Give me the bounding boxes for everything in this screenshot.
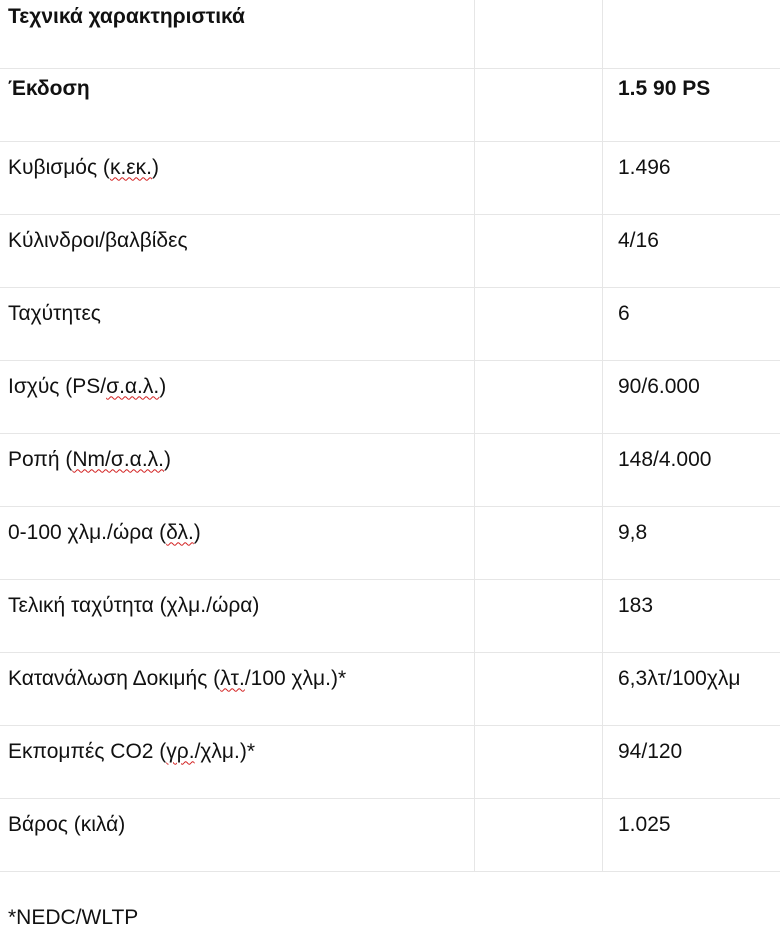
- empty-cell: [475, 360, 603, 433]
- empty-cell: [603, 0, 780, 68]
- table-row: [0, 652, 780, 725]
- spec-label: 0-100 χλμ./ώρα (δλ.): [0, 506, 475, 579]
- spec-value: 90/6.000: [603, 360, 780, 433]
- table-row: [0, 725, 780, 798]
- spec-value: 183: [603, 579, 780, 652]
- empty-cell: [475, 725, 603, 798]
- spec-value: 148/4.000: [603, 433, 780, 506]
- empty-cell: [475, 0, 603, 68]
- spec-value: 9,8: [603, 506, 780, 579]
- spec-label: Ταχύτητες: [0, 287, 475, 360]
- spellcheck-mark: δλ.: [166, 520, 194, 544]
- empty-cell: [475, 68, 603, 141]
- empty-cell: [475, 433, 603, 506]
- spellcheck-mark: λτ.: [220, 666, 245, 690]
- empty-cell: [475, 506, 603, 579]
- spec-label: Κυβισμός (κ.εκ.): [0, 141, 475, 214]
- table-row: [0, 579, 780, 652]
- spec-label: Εκπομπές CO2 (γρ./χλμ.)*: [0, 725, 475, 798]
- spec-value: 1.025: [603, 798, 780, 871]
- empty-cell: [475, 141, 603, 214]
- spellcheck-mark: κ.εκ.: [109, 155, 152, 179]
- spec-label: Κατανάλωση Δοκιμής (λτ./100 χλμ.)*: [0, 652, 475, 725]
- empty-cell: [475, 652, 603, 725]
- table-title-row: [0, 0, 780, 68]
- spec-label: Ισχύς (PS/σ.α.λ.): [0, 360, 475, 433]
- empty-cell: [475, 579, 603, 652]
- table-row: [0, 287, 780, 360]
- table-row: [0, 141, 780, 214]
- spec-value: 4/16: [603, 214, 780, 287]
- spec-label: Κύλινδροι/βαλβίδες: [0, 214, 475, 287]
- empty-cell: [475, 214, 603, 287]
- spellcheck-mark: σ.α.λ.: [106, 374, 160, 398]
- table-row: [0, 214, 780, 287]
- table-row: [0, 506, 780, 579]
- table-title: Τεχνικά χαρακτηριστικά: [0, 0, 475, 68]
- spec-value: 6,3λτ/100χλμ: [603, 652, 780, 725]
- spellcheck-mark: Nm/σ.α.λ.: [72, 447, 164, 471]
- spec-value: 94/120: [603, 725, 780, 798]
- spec-label: Τελική ταχύτητα (χλμ./ώρα): [0, 579, 475, 652]
- spec-value: 1.496: [603, 141, 780, 214]
- version-label: Έκδοση: [0, 68, 475, 141]
- spec-label: Βάρος (κιλά): [0, 798, 475, 871]
- spellcheck-mark: γρ.: [166, 739, 195, 763]
- table-row: [0, 360, 780, 433]
- spec-label: Ροπή (Nm/σ.α.λ.): [0, 433, 475, 506]
- table-row: [0, 798, 780, 871]
- table-row: [0, 433, 780, 506]
- version-value: 1.5 90 PS: [603, 68, 780, 141]
- footnote: *NEDC/WLTP: [8, 906, 139, 929]
- version-header-row: [0, 68, 780, 141]
- spec-value: 6: [603, 287, 780, 360]
- empty-cell: [475, 798, 603, 871]
- empty-cell: [475, 287, 603, 360]
